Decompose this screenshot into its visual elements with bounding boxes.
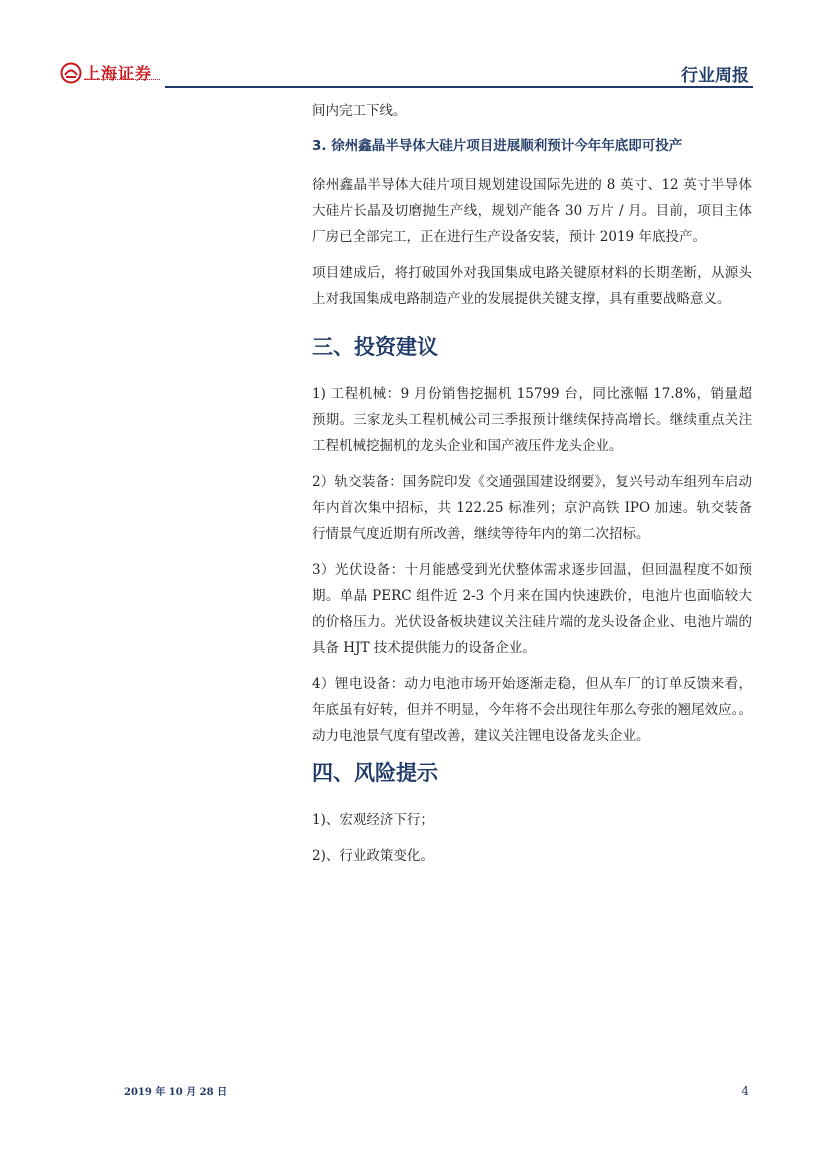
page-number: 4 xyxy=(741,1084,749,1098)
header-divider xyxy=(165,86,753,88)
logo-text: 上海证券 xyxy=(84,64,153,83)
advice-item-2: 2）轨交装备：国务院印发《交通强国建设纲要》，复兴号动车组列车启动年内首次集中招标，共 122.25 标准列；京沪高铁 IPO 加速。轨交装备行情景气度近期有所改善，继续等待年内的第二次招标。 xyxy=(312,474,752,542)
section3-title: 3. 徐州鑫晶半导体大硅片项目进展顺利预计今年年底即可投产 xyxy=(312,138,683,154)
heading-investment-advice: 三、投资建议 xyxy=(312,335,438,359)
company-logo xyxy=(60,62,160,84)
logo-subline xyxy=(84,79,160,83)
logo-emblem-icon xyxy=(60,62,82,84)
advice-item-4: 4）锂电设备：动力电池市场开始逐渐走稳，但从车厂的订单反馈来看，年底虽有好转，但并不明显，今年将不会出现往年那么夸张的翘尾效应。。动力电池景气度有望改善，建议关注锂电设备龙头企业。 xyxy=(312,676,752,744)
section3-paragraph-1: 徐州鑫晶半导体大硅片项目规划建设国际先进的 8 英寸、12 英寸半导体大硅片长晶及切磨抛生产线，规划产能各 30 万片 / 月。目前，项目主体厂房已全部完工，正在进行生产设备安装，预计 2019 年底投产。 xyxy=(312,177,752,245)
risk-item-1: 1)、宏观经济下行； xyxy=(312,812,434,828)
continuation-text: 间内完工下线。 xyxy=(312,103,407,119)
footer-date: 2019 年 10 月 28 日 xyxy=(124,1087,228,1098)
advice-item-1: 1) 工程机械：9 月份销售挖掘机 15799 台，同比涨幅 17.8%，销量超预期。三家龙头工程机械公司三季报预计继续保持高增长。继续重点关注工程机械挖掘机的龙头企业和国产液压件龙头企业。 xyxy=(312,386,752,454)
risk-item-2: 2)、行业政策变化。 xyxy=(312,848,434,864)
heading-risk-warning: 四、风险提示 xyxy=(312,761,438,785)
report-type-label: 行业周报 xyxy=(681,66,749,86)
main-content xyxy=(312,98,752,869)
advice-item-3: 3）光伏设备：十月能感受到光伏整体需求逐步回温，但回温程度不如预期。单晶 PERC 组件近 2-3 个月来在国内快速跌价，电池片也面临较大的价格压力。光伏设备板块建议关注硅片端的龙头设备企业、电池片端的具备 HJT 技术提供能力的设备企业。 xyxy=(312,562,752,656)
section3-paragraph-2: 项目建成后，将打破国外对我国集成电路关键原材料的长期垄断，从源头上对我国集成电路制造产业的发展提供关键支撑，具有重要战略意义。 xyxy=(312,265,752,307)
